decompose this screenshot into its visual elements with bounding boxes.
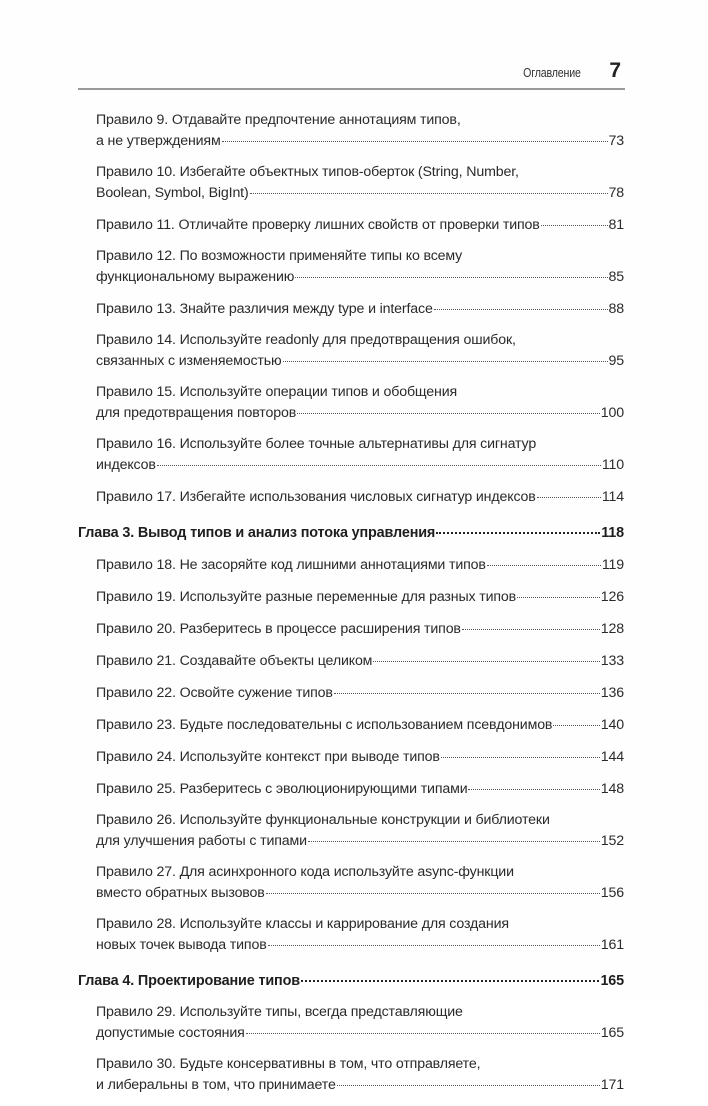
toc-rule-entry[interactable]: [96, 554, 624, 575]
entry-page-number: 73: [608, 133, 624, 149]
entry-last-line: [96, 746, 624, 767]
entry-title: для улучшения работы с типами: [96, 833, 307, 849]
entry-page-number: 144: [600, 749, 624, 765]
dot-leader: [487, 551, 601, 566]
entry-page-number: 152: [600, 833, 624, 849]
entry-title: новых точек вывода типов: [96, 937, 267, 953]
entry-last-line: [96, 454, 624, 475]
entry-last-line: [96, 682, 624, 703]
entry-title: индексов: [96, 457, 156, 473]
toc-chapter-entry[interactable]: [78, 969, 624, 991]
entry-last-line: [96, 778, 624, 799]
entry-title: для предотвращения повторов: [96, 405, 297, 421]
toc-rule-entry[interactable]: [96, 330, 624, 371]
dot-leader: [553, 711, 599, 726]
entry-title: Правило 13. Знайте различия между type и interface: [96, 301, 433, 317]
entry-title: Правило 20. Разберитесь в процессе расширения типов: [96, 621, 461, 637]
entry-last-line: [78, 521, 624, 543]
toc-rule-entry[interactable]: [96, 1002, 624, 1043]
entry-page-number: 136: [600, 685, 624, 701]
toc-rule-entry[interactable]: [96, 1054, 624, 1095]
dot-leader: [517, 583, 600, 598]
entry-last-line: [96, 182, 624, 203]
toc-rule-entry[interactable]: [96, 810, 624, 851]
entry-last-line: [78, 969, 624, 991]
toc-rule-entry[interactable]: [96, 862, 624, 903]
dot-leader: [157, 451, 601, 466]
dot-leader: [541, 211, 608, 226]
entry-last-line: [96, 934, 624, 955]
entry-last-line: [96, 618, 624, 639]
entry-page-number: 128: [600, 621, 624, 637]
dot-leader: [441, 743, 600, 758]
entry-title: Правило 23. Будьте последовательны с использованием псевдонимов: [96, 717, 553, 733]
toc-rule-entry[interactable]: [96, 298, 624, 319]
toc-rule-entry[interactable]: [96, 650, 624, 671]
toc-rule-entry[interactable]: [96, 214, 624, 235]
entry-title: Правило 19. Используйте разные переменные для разных типов: [96, 589, 517, 605]
entry-page-number: 114: [601, 489, 624, 505]
entry-title: Правило 25. Разберитесь с эволюционирующими типами: [96, 781, 468, 797]
dot-leader: [297, 399, 600, 414]
dot-leader: [301, 966, 600, 982]
entry-title: Правило 21. Создавайте объекты целиком: [96, 653, 373, 669]
entry-last-line: [96, 830, 624, 851]
entry-last-line: [96, 650, 624, 671]
entry-title: Правило 24. Используйте контекст при выводе типов: [96, 749, 440, 765]
dot-leader: [462, 615, 600, 630]
dot-leader: [268, 931, 600, 946]
toc-rule-entry[interactable]: [96, 778, 624, 799]
entry-last-line: [96, 1074, 624, 1095]
dot-leader: [283, 347, 608, 362]
dot-leader: [337, 1071, 600, 1086]
entry-page-number: 110: [601, 457, 624, 473]
entry-title: Глава 3. Вывод типов и анализ потока управления: [78, 525, 436, 541]
entry-page-number: 126: [600, 589, 624, 605]
entry-title: а не утверждениям: [96, 133, 221, 149]
entry-last-line: [96, 554, 624, 575]
entry-last-line: [96, 130, 624, 151]
entry-last-line: [96, 298, 624, 319]
entry-title-line: Правило 16. Используйте более точные альтернативы для сигнатур: [96, 436, 537, 452]
toc-rule-entry[interactable]: [96, 746, 624, 767]
entry-page-number: 156: [600, 885, 624, 901]
entry-page-number: 171: [600, 1077, 624, 1093]
entry-last-line: [96, 486, 624, 507]
entry-page-number: 95: [608, 353, 624, 369]
table-of-contents: [78, 110, 624, 1106]
entry-title-line: Правило 15. Используйте операции типов и обобщения: [96, 384, 458, 400]
entry-title-line: Правило 12. По возможности применяйте типы ко всему: [96, 248, 463, 264]
dot-leader: [436, 518, 600, 534]
toc-rule-entry[interactable]: [96, 586, 624, 607]
section-title: Оглавление: [523, 66, 581, 80]
entry-title: Boolean, Symbol, BigInt): [96, 185, 249, 201]
entry-title-line: Правило 10. Избегайте объектных типов-оберток (String, Number,: [96, 164, 519, 180]
toc-rule-entry[interactable]: [96, 714, 624, 735]
entry-last-line: [96, 402, 624, 423]
entry-title: связанных с изменяемостью: [96, 353, 282, 369]
entry-page-number: 140: [600, 717, 624, 733]
entry-page-number: 78: [608, 185, 624, 201]
entry-last-line: [96, 266, 624, 287]
entry-title-line: Правило 26. Используйте функциональные конструкции и библиотеки: [96, 812, 550, 828]
entry-title: функциональному выражению: [96, 269, 295, 285]
entry-title-line: Правило 28. Используйте классы и каррирование для создания: [96, 916, 509, 932]
dot-leader: [537, 483, 601, 498]
entry-title-line: Правило 14. Используйте readonly для предотвращения ошибок,: [96, 332, 516, 348]
entry-page-number: 119: [601, 557, 624, 573]
toc-chapter-entry[interactable]: [78, 521, 624, 543]
entry-title: Глава 4. Проектирование типов: [78, 973, 300, 989]
toc-rule-entry[interactable]: [96, 110, 624, 151]
entry-title-line: Правило 27. Для асинхронного кода используйте async-функции: [96, 864, 514, 880]
dot-leader: [295, 263, 607, 278]
toc-rule-entry[interactable]: [96, 682, 624, 703]
dot-leader: [334, 679, 600, 694]
entry-page-number: 100: [600, 405, 624, 421]
entry-title: Правило 11. Отличайте проверку лишних свойств от проверки типов: [96, 217, 540, 233]
entry-page-number: 165: [600, 973, 624, 989]
entry-page-number: 133: [600, 653, 624, 669]
toc-rule-entry[interactable]: [96, 486, 624, 507]
entry-title: Правило 17. Избегайте использования числовых сигнатур индексов: [96, 489, 536, 505]
entry-page-number: 85: [608, 269, 624, 285]
entry-page-number: 165: [600, 1025, 624, 1041]
dot-leader: [246, 1019, 600, 1034]
entry-page-number: 161: [600, 937, 624, 953]
entry-title: Правило 22. Освойте сужение типов: [96, 685, 333, 701]
entry-title: вместо обратных вызовов: [96, 885, 265, 901]
entry-page-number: 148: [600, 781, 624, 797]
page-number: 7: [609, 59, 621, 82]
toc-rule-entry[interactable]: [96, 618, 624, 639]
dot-leader: [308, 827, 600, 842]
entry-title-line: Правило 9. Отдавайте предпочтение аннотациям типов,: [96, 112, 461, 128]
toc-rule-entry[interactable]: [96, 434, 624, 475]
entry-title: допустимые состояния: [96, 1025, 245, 1041]
entry-title: и либеральны в том, что принимаете: [96, 1077, 336, 1093]
entry-page-number: 118: [601, 525, 624, 541]
entry-title: Правило 18. Не засоряйте код лишними аннотациями типов: [96, 557, 486, 573]
entry-last-line: [96, 882, 624, 903]
entry-page-number: 88: [608, 301, 624, 317]
entry-title-line: Правило 29. Используйте типы, всегда представляющие: [96, 1004, 463, 1020]
entry-last-line: [96, 586, 624, 607]
toc-rule-entry[interactable]: [96, 914, 624, 955]
dot-leader: [222, 127, 608, 142]
running-header: [78, 60, 625, 90]
entry-title-line: Правило 30. Будьте консервативны в том, что отправляете,: [96, 1056, 481, 1072]
entry-last-line: [96, 214, 624, 235]
entry-page-number: 81: [608, 217, 624, 233]
dot-leader: [266, 879, 600, 894]
entry-last-line: [96, 350, 624, 371]
dot-leader: [250, 179, 608, 194]
toc-rule-entry[interactable]: [96, 246, 624, 287]
entry-last-line: [96, 1022, 624, 1043]
dot-leader: [373, 647, 599, 662]
toc-rule-entry[interactable]: [96, 382, 624, 423]
dot-leader: [468, 775, 599, 790]
dot-leader: [434, 295, 608, 310]
toc-rule-entry[interactable]: [96, 162, 624, 203]
entry-last-line: [96, 714, 624, 735]
